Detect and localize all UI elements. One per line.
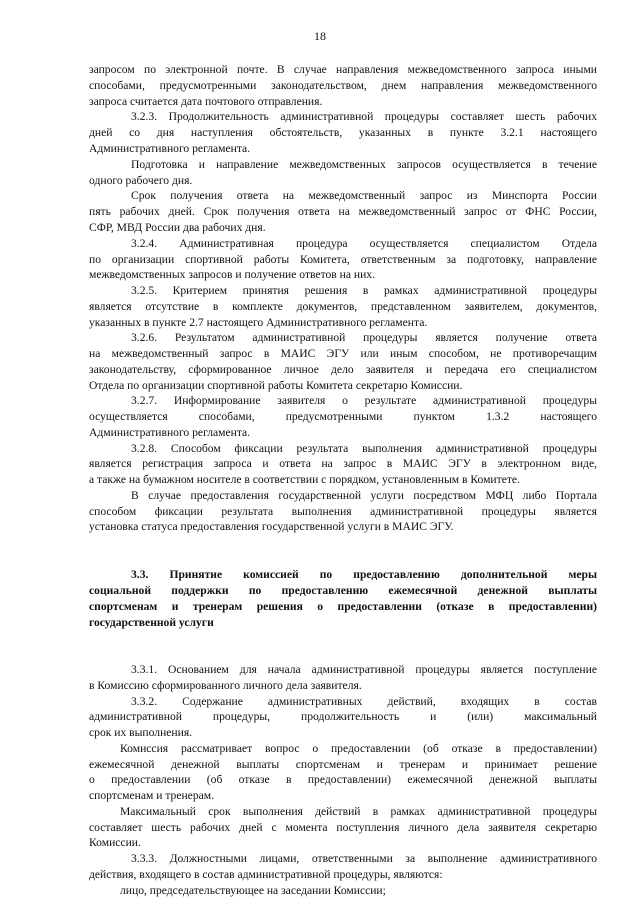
text-line: Максимальный срок выполнения действий в рамках административной процедуры <box>120 805 597 818</box>
section-heading-line: спортсменам и тренерам решения о предоставлении (отказе в предоставлении) <box>89 600 597 613</box>
text-line: на межведомственный запрос в МАИС ЭГУ или иным способом, не противоречащим <box>89 347 597 360</box>
text-line: 3.3.2. Содержание административных действий, входящих в состав <box>131 695 597 708</box>
text-line: осуществляется способами, предусмотренными пунктом 1.3.2 настоящего <box>89 410 597 423</box>
text-line: действия, входящего в состав административной процедуры, являются: <box>89 868 443 881</box>
text-line: 3.2.6. Результатом административной процедуры является получение ответа <box>131 331 597 344</box>
section-heading-line: социальной поддержки по предоставлению ежемесячной денежной выплаты <box>89 584 597 597</box>
text-line: пять рабочих дней. Срок получения ответа на межведомственный запрос от ФНС России, <box>89 205 597 218</box>
text-line: составляет шесть рабочих дней с момента поступления личного дела заявителя секретарю <box>89 821 597 834</box>
text-line: административной процедуры, продолжительность и (или) максимальный <box>89 710 597 723</box>
text-line: по организации спортивной работы Комитета, ответственным за подготовку, направление <box>89 253 597 266</box>
text-line: 3.2.3. Продолжительность административной процедуры составляет шесть рабочих <box>131 110 597 123</box>
text-line: СФР, МВД России два рабочих дня. <box>89 221 266 234</box>
text-line: спортсменам и тренерам. <box>89 789 214 802</box>
text-line: указанных в пункте 2.7 настоящего Административного регламента. <box>89 316 428 329</box>
text-line: Комиссия рассматривает вопрос о предоставлении (об отказе в предоставлении) <box>120 742 597 755</box>
text-line: 3.3.1. Основанием для начала административной процедуры является поступление <box>131 663 597 676</box>
text-line: одного рабочего дня. <box>89 174 193 187</box>
text-line: срок их выполнения. <box>89 726 193 739</box>
text-line: Административного регламента. <box>89 142 251 155</box>
text-line: ежемесячной денежной выплаты спортсменам и тренерам и принимает решение <box>89 758 597 771</box>
page-number: 18 <box>314 29 326 43</box>
text-line: является регистрация запроса и ответа на запрос в МАИС ЭГУ в электронном виде, <box>89 457 597 470</box>
text-line: запросом по электронной почте. В случае направления межведомственного запроса иными <box>89 63 597 76</box>
text-line: о предоставлении (об отказе в предоставлении) ежемесячной денежной выплаты <box>89 773 597 786</box>
text-line: законодательству, сформированное личное дело заявителя и передача его специалистом <box>89 363 597 376</box>
text-line: запроса считается дата почтового отправления. <box>89 95 323 108</box>
text-line: В случае предоставления государственной услуги посредством МФЦ либо Портала <box>131 489 597 502</box>
section-heading-line: государственной услуги <box>89 616 214 629</box>
text-line: способами, предусмотренными законодательством, днем направления межведомственного <box>89 79 597 92</box>
text-line: 3.3.3. Должностными лицами, ответственными за выполнение административного <box>131 852 597 865</box>
text-line: установка статуса предоставления государственной услуги в МАИС ЭГУ. <box>89 520 454 533</box>
text-line: 3.2.5. Критерием принятия решения в рамках административной процедуры <box>131 284 597 297</box>
text-line: способом фиксации результата выполнения административной процедуры является <box>89 505 597 518</box>
text-line: в Комиссию сформированного личного дела заявителя. <box>89 679 362 692</box>
text-line: лицо, председательствующее на заседании Комиссии; <box>120 884 386 897</box>
text-line: Отдела по организации спортивной работы Комитета секретарю Комиссии. <box>89 379 463 392</box>
text-line: Административного регламента. <box>89 426 251 439</box>
text-line: 3.2.8. Способом фиксации результата выполнения административной процедуры <box>131 442 597 455</box>
text-line: Комиссии. <box>89 836 141 849</box>
text-line: 3.2.4. Административная процедура осуществляется специалистом Отдела <box>131 237 597 250</box>
text-line: является отсутствие в комплекте документов, представленном заявителем, документов, <box>89 300 597 313</box>
text-line: межведомственных запросов и получение ответов на них. <box>89 268 375 281</box>
text-line: дней со дня наступления обстоятельств, указанных в пункте 3.2.1 настоящего <box>89 126 597 139</box>
text-line: Срок получения ответа на межведомственный запрос из Минспорта России <box>131 189 597 202</box>
text-line: Подготовка и направление межведомственных запросов осуществляется в течение <box>131 158 597 171</box>
text-line: 3.2.7. Информирование заявителя о результате административной процедуры <box>131 394 597 407</box>
text-line: а также на бумажном носителе в соответствии с порядком, установленным в Комитете. <box>89 473 520 486</box>
section-heading-line: 3.3. Принятие комиссией по предоставлению дополнительной меры <box>131 568 597 581</box>
